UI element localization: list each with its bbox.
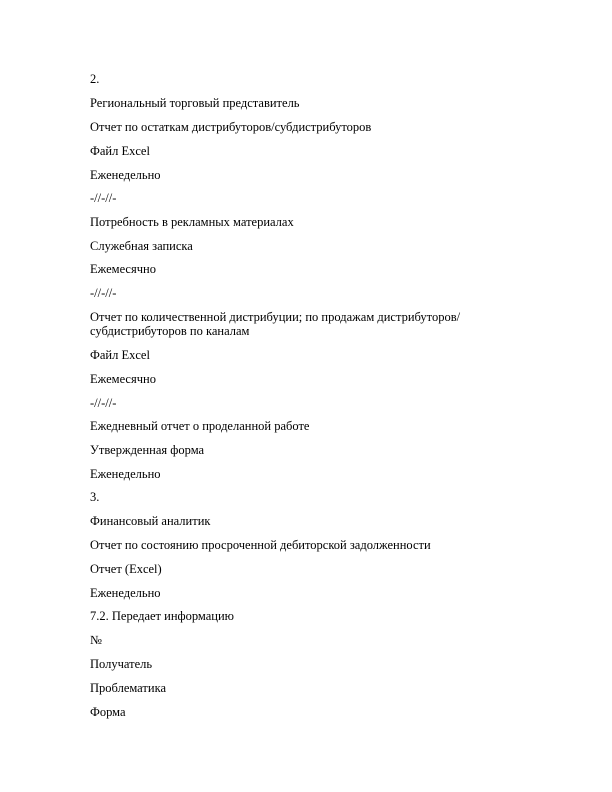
form-memo: Служебная записка <box>90 239 193 253</box>
frequency-monthly: Ежемесячно <box>90 262 156 276</box>
row-number-2: 2. <box>90 72 100 86</box>
form-approved: Утвержденная форма <box>90 443 205 457</box>
ditto-mark: -//-//- <box>90 191 117 205</box>
form-excel-file: Файл Excel <box>90 144 150 158</box>
ditto-mark: -//-//- <box>90 286 117 300</box>
form-report-excel: Отчет (Excel) <box>90 562 162 576</box>
ditto-mark: -//-//- <box>90 396 117 410</box>
report-quantitative-distribution: Отчет по количественной дистрибуции; по продажам дистрибуторов/субдистрибуторов по каналам <box>90 310 461 338</box>
row-number-3: 3. <box>90 490 100 504</box>
report-advertising-needs: Потребность в рекламных материалах <box>90 215 294 229</box>
recipient-regional-rep: Региональный торговый представитель <box>90 96 300 110</box>
report-overdue-receivables: Отчет по состоянию просроченной дебиторской задолженности <box>90 538 431 552</box>
recipient-financial-analyst: Финансовый аналитик <box>90 514 211 528</box>
column-header-recipient: Получатель <box>90 657 153 671</box>
column-header-number: № <box>90 633 102 647</box>
frequency-weekly: Еженедельно <box>90 168 161 182</box>
frequency-monthly: Ежемесячно <box>90 372 156 386</box>
section-heading-7-2: 7.2. Передает информацию <box>90 609 235 623</box>
report-distributor-stock: Отчет по остаткам дистрибуторов/субдистрибуторов <box>90 120 372 134</box>
form-excel-file: Файл Excel <box>90 348 150 362</box>
frequency-weekly: Еженедельно <box>90 467 161 481</box>
frequency-weekly: Еженедельно <box>90 586 161 600</box>
column-header-form: Форма <box>90 705 126 719</box>
column-header-issues: Проблематика <box>90 681 166 695</box>
report-daily-activity: Ежедневный отчет о проделанной работе <box>90 419 310 433</box>
